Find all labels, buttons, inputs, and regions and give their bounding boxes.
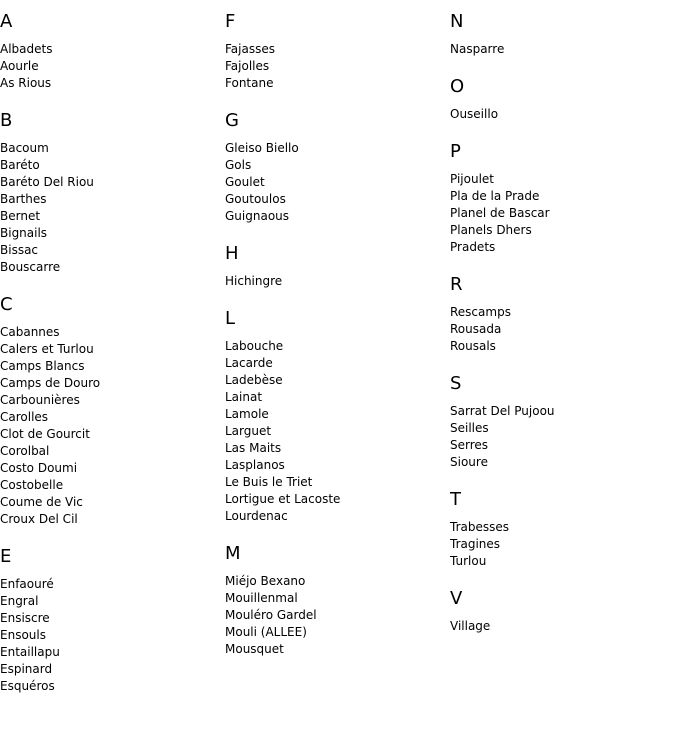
letter-group: [225, 243, 340, 290]
place-name: Goulet: [225, 175, 265, 189]
place-name: Village: [450, 619, 491, 633]
place-list: [450, 304, 555, 355]
place-name: Ensiscre: [0, 611, 50, 625]
place-name: Pijoulet: [450, 172, 495, 186]
place-name: Baréto: [0, 158, 40, 172]
letter-group: [0, 294, 100, 528]
letter-heading: N: [450, 11, 464, 32]
place-name: Sarrat Del Pujoou: [450, 404, 555, 418]
place-name: Le Buis le Triet: [225, 475, 313, 489]
letter-heading: M: [225, 543, 241, 564]
place-name: Bissac: [0, 243, 39, 257]
place-name: Albadets: [0, 42, 53, 56]
place-name: Labouche: [225, 339, 284, 353]
place-name: Corolbal: [0, 444, 50, 458]
place-name: Nasparre: [450, 42, 505, 56]
index-column-3: [450, 0, 555, 635]
place-name: Rescamps: [450, 305, 511, 319]
letter-group: [450, 373, 555, 471]
place-name: Bignails: [0, 226, 48, 240]
place-name: Seilles: [450, 421, 489, 435]
place-list: [0, 324, 100, 528]
place-list: [0, 41, 100, 92]
letter-group: [450, 588, 555, 635]
place-name: Mouillenmal: [225, 591, 298, 605]
place-name: Gols: [225, 158, 252, 172]
letter-group: [225, 110, 340, 225]
letter-group: [450, 141, 555, 256]
place-name: Aourle: [0, 59, 39, 73]
place-name: Barthes: [0, 192, 47, 206]
place-list: [0, 140, 100, 276]
place-name: Lasplanos: [225, 458, 285, 472]
place-name: Lortigue et Lacoste: [225, 492, 341, 506]
letter-heading: L: [225, 308, 236, 329]
place-name: Larguet: [225, 424, 272, 438]
letter-heading: F: [225, 11, 236, 32]
place-name: Esquéros: [0, 679, 55, 693]
place-name: Ouseillo: [450, 107, 499, 121]
letter-heading: B: [0, 110, 13, 131]
place-name: Clot de Gourcit: [0, 427, 90, 441]
place-name: Calers et Turlou: [0, 342, 94, 356]
place-name: Las Maits: [225, 441, 282, 455]
place-name: As Rious: [0, 76, 52, 90]
letter-heading: V: [450, 588, 463, 609]
place-name: Rousada: [450, 322, 502, 336]
letter-heading: C: [0, 294, 13, 315]
place-name: Bacoum: [0, 141, 49, 155]
place-list: [450, 41, 555, 58]
letter-group: [450, 76, 555, 123]
place-name: Miéjo Bexano: [225, 574, 306, 588]
place-list: [225, 338, 340, 525]
place-name: Lourdenac: [225, 509, 288, 523]
letter-heading: A: [0, 11, 13, 32]
place-name: Tragines: [450, 537, 501, 551]
place-name: Enfaouré: [0, 577, 54, 591]
place-name: Planels Dhers: [450, 223, 532, 237]
place-list: [450, 403, 555, 471]
place-name: Gleiso Biello: [225, 141, 299, 155]
place-name: Lacarde: [225, 356, 273, 370]
letter-group: [0, 110, 100, 276]
place-name: Guignaous: [225, 209, 290, 223]
place-list: [450, 519, 555, 570]
letter-group: [225, 308, 340, 525]
letter-group: [225, 11, 340, 92]
place-name: Fajasses: [225, 42, 275, 56]
place-name: Coume de Vic: [0, 495, 83, 509]
letter-heading: H: [225, 243, 239, 264]
place-name: Baréto Del Riou: [0, 175, 94, 189]
letter-heading: S: [450, 373, 462, 394]
place-list: [225, 273, 340, 290]
index-column-1: [0, 0, 100, 695]
place-name: Planel de Bascar: [450, 206, 550, 220]
place-name: Pradets: [450, 240, 496, 254]
place-name: Lainat: [225, 390, 263, 404]
place-name: Costo Doumi: [0, 461, 78, 475]
place-name: Fontane: [225, 76, 274, 90]
place-name: Serres: [450, 438, 489, 452]
place-name: Turlou: [450, 554, 487, 568]
place-name: Hichingre: [225, 274, 283, 288]
index-column-2: [225, 0, 340, 658]
place-name: Camps de Douro: [0, 376, 101, 390]
place-name: Engral: [0, 594, 39, 608]
place-name: Bouscarre: [0, 260, 61, 274]
place-list: [225, 140, 340, 225]
letter-heading: E: [0, 546, 12, 567]
place-name: Cabannes: [0, 325, 60, 339]
place-name: Mouli (ALLEE): [225, 625, 307, 639]
letter-heading: T: [450, 489, 461, 510]
letter-heading: O: [450, 76, 465, 97]
place-name: Trabesses: [450, 520, 509, 534]
place-name: Mouléro Gardel: [225, 608, 317, 622]
letter-group: [0, 546, 100, 695]
place-name: Sioure: [450, 455, 488, 469]
place-name: Ladebèse: [225, 373, 283, 387]
letter-group: [450, 11, 555, 58]
place-name: Goutoulos: [225, 192, 286, 206]
place-name: Camps Blancs: [0, 359, 85, 373]
place-list: [0, 576, 100, 695]
place-name: Entaillapu: [0, 645, 60, 659]
letter-heading: G: [225, 110, 239, 131]
place-list: [225, 573, 340, 658]
place-name: Rousals: [450, 339, 496, 353]
place-name: Costobelle: [0, 478, 64, 492]
letter-heading: P: [450, 141, 461, 162]
place-list: [450, 106, 555, 123]
place-list: [450, 171, 555, 256]
place-name: Bernet: [0, 209, 41, 223]
letter-group: [0, 11, 100, 92]
place-list: [225, 41, 340, 92]
place-name: Mousquet: [225, 642, 284, 656]
place-name: Pla de la Prade: [450, 189, 540, 203]
place-name: Croux Del Cil: [0, 512, 78, 526]
letter-heading: R: [450, 274, 463, 295]
place-list: [450, 618, 555, 635]
place-name: Espinard: [0, 662, 53, 676]
place-name: Fajolles: [225, 59, 270, 73]
place-name: Carolles: [0, 410, 49, 424]
letter-group: [225, 543, 340, 658]
place-name: Ensouls: [0, 628, 46, 642]
place-name: Carbounières: [0, 393, 80, 407]
place-name: Lamole: [225, 407, 269, 421]
letter-group: [450, 274, 555, 355]
letter-group: [450, 489, 555, 570]
